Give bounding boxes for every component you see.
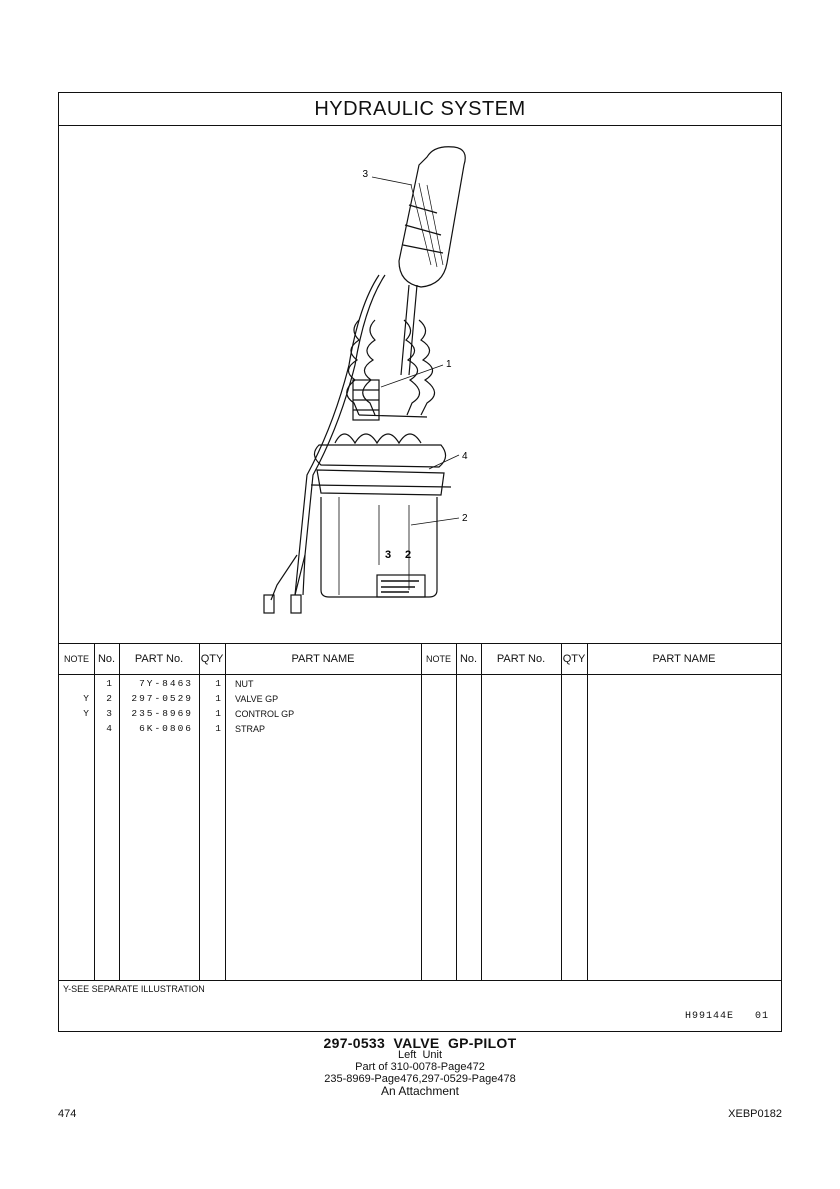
valve-base-plate [314,445,445,467]
caption-attachment: An Attachment [380,1084,460,1098]
page-number: 474 [58,1108,77,1120]
callout-3: 3 [362,169,368,180]
caption-unit: Left Unit [397,1049,443,1061]
callout-1: 1 [446,359,452,370]
header-note: NOTE [63,654,89,664]
row-4-part-no: 6K-0806 [139,723,193,734]
page-title: HYDRAULIC SYSTEM [59,93,781,126]
header-part-name-right: PART NAME [652,653,716,665]
document-code: XEBP0182 [728,1108,782,1120]
header-note-right: NOTE [425,654,451,664]
row-3-qty: 1 [215,708,221,719]
row-1-qty: 1 [215,678,221,689]
row-2-qty: 1 [215,693,221,704]
header-part-name: PART NAME [291,653,355,665]
callout-4: 4 [462,451,468,462]
callout-leader-1 [381,365,443,387]
table-header-divider [59,674,781,675]
header-qty: QTY [200,653,224,665]
parts-table [59,643,781,981]
decal-3: 3 [385,549,392,561]
caption-part-of: Part of 310-0078-Page472 [355,1061,485,1073]
exploded-view-illustration [59,125,781,643]
caption-page-refs: 235-8969-Page476,297-0529-Page478 [324,1073,516,1085]
row-1-part-no: 7Y-8463 [139,678,193,689]
row-4-no: 4 [106,723,112,734]
row-3-part-no: 235-8969 [131,708,193,719]
row-2-part-no: 297-0529 [131,693,193,704]
handle-grip [399,147,465,287]
decal-2: 2 [405,549,412,561]
cable [295,275,379,595]
row-1-part-name: NUT [235,679,254,689]
row-3-note: Y [83,708,89,719]
valve-label-plate [377,575,425,597]
callout-2: 2 [462,513,468,524]
header-qty-right: QTY [562,653,586,665]
row-1-no: 1 [106,678,112,689]
header-part-no: PART No. [134,653,184,665]
row-4-qty: 1 [215,723,221,734]
row-1-note [59,677,89,691]
row-2-part-name: VALVE GP [235,694,279,704]
row-4-part-name: STRAP [235,724,266,734]
row-2-no: 2 [106,693,112,704]
callout-leader-4 [429,455,459,469]
parts-page-frame [58,92,782,1032]
joystick-drawing [59,125,781,643]
footnote: Y-SEE SEPARATE ILLUSTRATION [63,984,205,994]
caption-main: 297-0533 VALVE GP-PILOT [323,1035,517,1051]
header-part-no-right: PART No. [496,653,546,665]
row-3-part-name: CONTROL GP [235,709,295,719]
callout-leader-3 [372,177,412,185]
illustration-reference: H99144E 01 [684,1011,769,1022]
callout-leader-2 [411,518,459,525]
row-2-note: Y [83,693,89,704]
header-no: No. [97,653,116,665]
row-3-no: 3 [106,708,112,719]
header-no-right: No. [459,653,478,665]
row-4-note [59,722,89,736]
